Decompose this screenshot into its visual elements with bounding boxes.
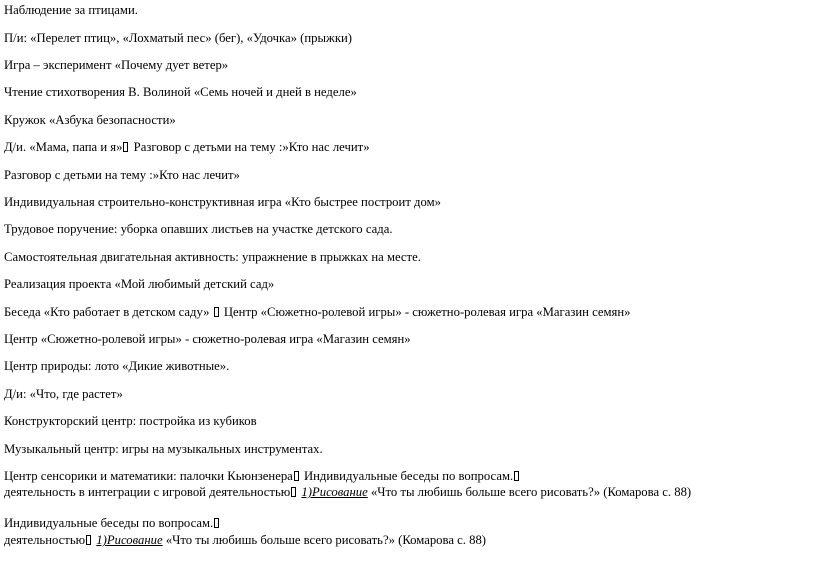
text-segment: «Что ты любишь больше всего рисовать?» (Комарова с. 88) (367, 485, 692, 499)
text-segment: Д/и. «Мама, папа и я» (4, 140, 123, 154)
text-line: Индивидуальная строительно-конструктивная игра «Кто быстрее построит дом» (4, 195, 441, 209)
missing-glyph-icon (214, 518, 219, 528)
text-line: Кружок «Азбука безопасности» (4, 113, 176, 127)
text-segment: Индивидуальные беседы по вопросам. (300, 469, 514, 483)
missing-glyph-icon (291, 487, 296, 497)
missing-glyph-icon (214, 307, 219, 317)
text-line: Реализация проекта «Мой любимый детский сад» (4, 277, 275, 291)
text-line: Музыкальный центр: игры на музыкальных инструментах. (4, 442, 323, 456)
missing-glyph-icon (86, 535, 91, 545)
text-line: Игра – эксперимент «Почему дует ветер» (4, 58, 229, 72)
text-line (4, 516, 221, 531)
text-line: Конструкторский центр: постройка из кубиков (4, 414, 257, 428)
underlined-term: 1)Рисование (96, 533, 163, 547)
text-line: Центр «Сюжетно-ролевой игры» - сюжетно-ролевая игра «Магазин семян» (4, 332, 411, 346)
text-line: Разговор с детьми на тему :»Кто нас лечит» (4, 168, 240, 182)
text-segment: Беседа «Кто работает в детском саду» (4, 305, 213, 319)
text-line: Самостоятельная двигательная активность: упражнение в прыжках на месте. (4, 250, 421, 264)
text-line: Центр природы: лото «Дикие животные». (4, 359, 230, 373)
text-segment: деятельностью (4, 533, 86, 547)
text-segment: «Что ты любишь больше всего рисовать?» (Комарова с. 88) (162, 533, 487, 547)
missing-glyph-icon (514, 471, 519, 481)
text-line: Наблюдение за птицами. (4, 3, 138, 17)
text-segment: Центр «Сюжетно-ролевой игры» - сюжетно-ролевая игра «Магазин семян» (220, 305, 631, 319)
underlined-term: 1)Рисование (301, 485, 368, 499)
text-line: Д/и: «Что, где растет» (4, 387, 123, 401)
text-line (4, 485, 691, 500)
text-segment: деятельность в интеграции с игровой деятельностью (4, 485, 291, 499)
text-line (4, 533, 486, 548)
text-line (4, 140, 370, 155)
text-segment: Центр сенсорики и математики: палочки Кьюнзенера (4, 469, 293, 483)
missing-glyph-icon (123, 142, 128, 152)
text-segment: Индивидуальные беседы по вопросам. (4, 516, 214, 530)
text-line: Чтение стихотворения В. Волиной «Семь ночей и дней в неделе» (4, 85, 357, 99)
text-line (4, 305, 631, 320)
text-line: П/и: «Перелет птиц», «Лохматый пес» (бег), «Удочка» (прыжки) (4, 31, 352, 45)
text-line (4, 469, 521, 484)
text-line: Трудовое поручение: уборка опавших листьев на участке детского сада. (4, 222, 393, 236)
missing-glyph-icon (294, 471, 299, 481)
text-segment: Разговор с детьми на тему :»Кто нас лечит» (130, 140, 370, 154)
